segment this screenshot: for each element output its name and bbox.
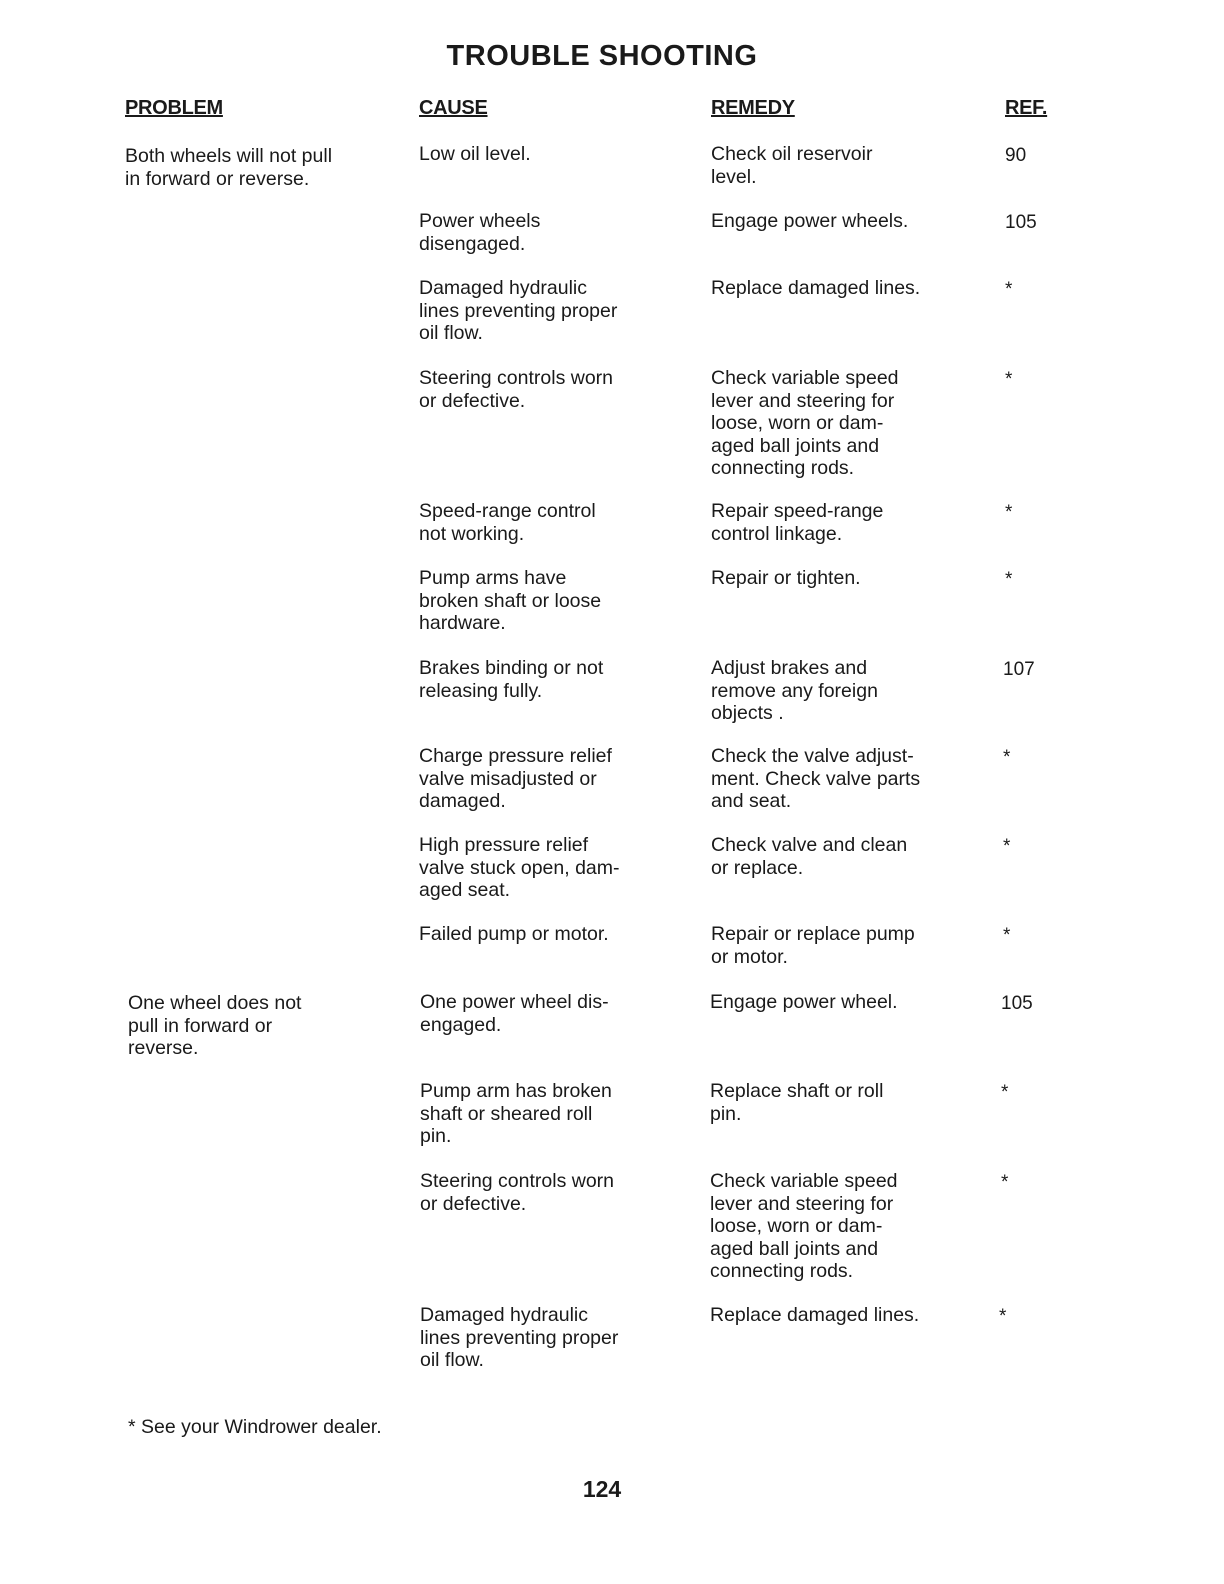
cause-cell: Pump arms have broken shaft or loose hardware.: [419, 567, 602, 635]
remedy-cell: Replace shaft or roll pin.: [710, 1080, 884, 1125]
problem-both-wheels: Both wheels will not pull in forward or reverse.: [125, 145, 333, 190]
ref-cell: *: [1003, 925, 1011, 946]
ref-cell: *: [1001, 1082, 1009, 1103]
ref-cell: *: [999, 1306, 1007, 1327]
cause-cell: Steering controls worn or defective.: [420, 1170, 615, 1215]
cause-cell: Failed pump or motor.: [419, 923, 609, 945]
remedy-cell: Adjust brakes and remove any foreign objects .: [711, 657, 878, 725]
ref-cell: 105: [1005, 212, 1037, 233]
ref-cell: *: [1005, 502, 1013, 523]
remedy-cell: Replace damaged lines.: [710, 1304, 920, 1326]
header-problem: PROBLEM: [125, 97, 223, 119]
header-remedy: REMEDY: [711, 97, 795, 119]
remedy-cell: Check the valve adjust- ment. Check valve parts and seat.: [711, 745, 921, 813]
remedy-cell: Repair speed-range control linkage.: [711, 500, 884, 545]
ref-cell: 107: [1003, 659, 1035, 680]
cause-cell: Low oil level.: [419, 143, 531, 165]
cause-cell: Damaged hydraulic lines preventing proper oil flow.: [420, 1304, 619, 1372]
remedy-cell: Engage power wheels.: [711, 210, 909, 232]
remedy-cell: Check oil reservoir level.: [711, 143, 873, 188]
ref-cell: 90: [1005, 145, 1027, 166]
ref-cell: *: [1005, 369, 1013, 390]
footnote: * See your Windrower dealer.: [128, 1416, 382, 1438]
page-title: TROUBLE SHOOTING: [446, 40, 758, 72]
cause-cell: Power wheels disengaged.: [419, 210, 541, 255]
cause-cell: Brakes binding or not releasing fully.: [419, 657, 604, 702]
header-ref: REF.: [1005, 97, 1048, 119]
ref-cell: *: [1001, 1172, 1009, 1193]
remedy-cell: Repair or replace pump or motor.: [711, 923, 915, 968]
remedy-cell: Replace damaged lines.: [711, 277, 921, 299]
cause-cell: Pump arm has broken shaft or sheared roll pin.: [420, 1080, 612, 1148]
cause-cell: Charge pressure relief valve misadjusted or damaged.: [419, 745, 612, 813]
remedy-cell: Engage power wheel.: [710, 991, 898, 1013]
remedy-cell: Check variable speed lever and steering for loose, worn or dam- aged ball joints and connecting rods.: [710, 1170, 898, 1283]
ref-cell: 105: [1001, 993, 1033, 1014]
cause-cell: Steering controls worn or defective.: [419, 367, 614, 412]
cause-cell: Speed-range control not working.: [419, 500, 596, 545]
ref-cell: *: [1005, 279, 1013, 300]
problem-one-wheel: One wheel does not pull in forward or reverse.: [128, 992, 302, 1060]
remedy-cell: Check valve and clean or replace.: [711, 834, 908, 879]
header-cause: CAUSE: [419, 97, 488, 119]
cause-cell: High pressure relief valve stuck open, dam- aged seat.: [419, 834, 620, 902]
remedy-cell: Repair or tighten.: [711, 567, 861, 589]
ref-cell: *: [1005, 569, 1013, 590]
ref-cell: *: [1003, 747, 1011, 768]
remedy-cell: Check variable speed lever and steering for loose, worn or dam- aged ball joints and connecting rods.: [711, 367, 899, 480]
page-number: 124: [582, 1476, 622, 1502]
cause-cell: One power wheel dis- engaged.: [420, 991, 609, 1036]
ref-cell: *: [1003, 836, 1011, 857]
cause-cell: Damaged hydraulic lines preventing proper oil flow.: [419, 277, 618, 345]
